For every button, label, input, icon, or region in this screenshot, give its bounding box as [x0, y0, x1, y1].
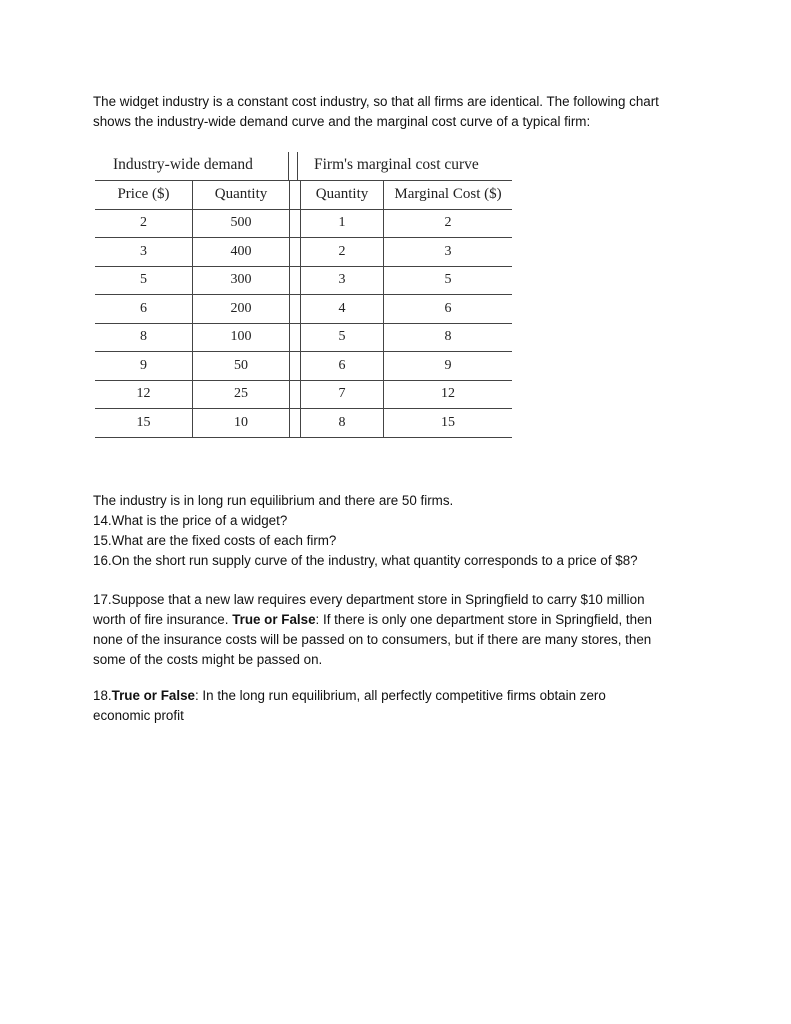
- cell-price: 12: [95, 381, 193, 409]
- question-14: 14.What is the price of a widget?: [93, 513, 288, 528]
- table-row: [95, 380, 512, 409]
- table-row: [95, 209, 512, 238]
- questions-block: [93, 491, 703, 571]
- cost-demand-table: [95, 152, 511, 430]
- cell-demand-quantity: 100: [230, 329, 252, 345]
- table-separator: [289, 381, 301, 409]
- intro-line: shows the industry-wide demand curve and the marginal cost curve of a typical firm:: [93, 114, 591, 129]
- cell-demand-quantity: 200: [230, 300, 252, 316]
- cell-demand-quantity: 25: [234, 386, 248, 402]
- header-price: Price ($): [95, 181, 193, 209]
- question-16: 16.On the short run supply curve of the industry, what quantity corresponds to a price of $8?: [93, 553, 638, 568]
- header-demand-quantity: Quantity: [214, 186, 268, 203]
- cell-marginal-cost: 15: [441, 414, 455, 430]
- table-separator: [289, 409, 301, 437]
- table-separator: [289, 238, 301, 266]
- table-separator: [289, 181, 301, 209]
- table-row: [95, 266, 512, 295]
- table-divider: [288, 152, 298, 180]
- question-17: [93, 590, 703, 670]
- question-18-line: 18.True or False: In the long run equilibrium, all perfectly competitive firms obtain zero: [93, 688, 606, 703]
- cell-marginal-cost: 5: [444, 272, 452, 288]
- table-header-row: [95, 180, 512, 209]
- cell-firm-quantity: 5: [301, 324, 384, 352]
- question-17-line: none of the insurance costs will be passed on to consumers, but if there are many stores, then: [93, 632, 652, 647]
- cell-marginal-cost: 8: [444, 329, 452, 345]
- header-marginal-cost: Marginal Cost ($): [394, 186, 502, 203]
- cell-demand-quantity: 10: [234, 414, 248, 430]
- intro-paragraph: [93, 92, 703, 132]
- cell-firm-quantity: 8: [301, 409, 384, 437]
- cell-price: 8: [95, 324, 193, 352]
- table-separator: [289, 267, 301, 295]
- header-firm-quantity: Quantity: [301, 181, 384, 209]
- intro-line: The widget industry is a constant cost industry, so that all firms are identical. The following chart: [93, 94, 659, 109]
- cell-demand-quantity: 50: [234, 357, 248, 373]
- cell-firm-quantity: 6: [301, 352, 384, 380]
- cell-price: 15: [95, 409, 193, 437]
- cell-firm-quantity: 3: [301, 267, 384, 295]
- cell-marginal-cost: 3: [444, 243, 452, 259]
- cell-marginal-cost: 9: [444, 357, 452, 373]
- table-grid: [95, 180, 512, 438]
- cell-firm-quantity: 2: [301, 238, 384, 266]
- cell-price: 3: [95, 238, 193, 266]
- table-separator: [289, 295, 301, 323]
- table-row: [95, 351, 512, 380]
- table-row: [95, 237, 512, 266]
- table-separator: [289, 210, 301, 238]
- cell-price: 2: [95, 210, 193, 238]
- equilibrium-context: The industry is in long run equilibrium and there are 50 firms.: [93, 493, 454, 508]
- question-15: 15.What are the fixed costs of each firm?: [93, 533, 337, 548]
- cell-demand-quantity: 500: [230, 215, 252, 231]
- cell-price: 5: [95, 267, 193, 295]
- cell-price: 9: [95, 352, 193, 380]
- question-18-line: economic profit: [93, 708, 184, 723]
- true-or-false-label: True or False: [111, 688, 195, 703]
- cell-marginal-cost: 2: [444, 215, 452, 231]
- cell-marginal-cost: 12: [441, 386, 455, 402]
- demand-table-caption: Industry-wide demand: [113, 156, 253, 173]
- question-18: [93, 686, 703, 726]
- cell-demand-quantity: 400: [230, 243, 252, 259]
- cell-price: 6: [95, 295, 193, 323]
- table-separator: [289, 324, 301, 352]
- cell-firm-quantity: 1: [301, 210, 384, 238]
- cell-marginal-cost: 6: [444, 300, 452, 316]
- cell-firm-quantity: 7: [301, 381, 384, 409]
- question-17-line: 17.Suppose that a new law requires every department store in Springfield to carry $10 million: [93, 592, 645, 607]
- table-separator: [289, 352, 301, 380]
- cell-firm-quantity: 4: [301, 295, 384, 323]
- table-row: [95, 408, 512, 438]
- table-row: [95, 294, 512, 323]
- question-17-line: some of the costs might be passed on.: [93, 652, 323, 667]
- cell-demand-quantity: 300: [230, 272, 252, 288]
- table-row: [95, 323, 512, 352]
- question-17-line: worth of fire insurance. True or False: If there is only one department store in Springfield, then: [93, 612, 652, 627]
- true-or-false-label: True or False: [232, 612, 316, 627]
- marginal-cost-table-caption: Firm's marginal cost curve: [314, 156, 479, 173]
